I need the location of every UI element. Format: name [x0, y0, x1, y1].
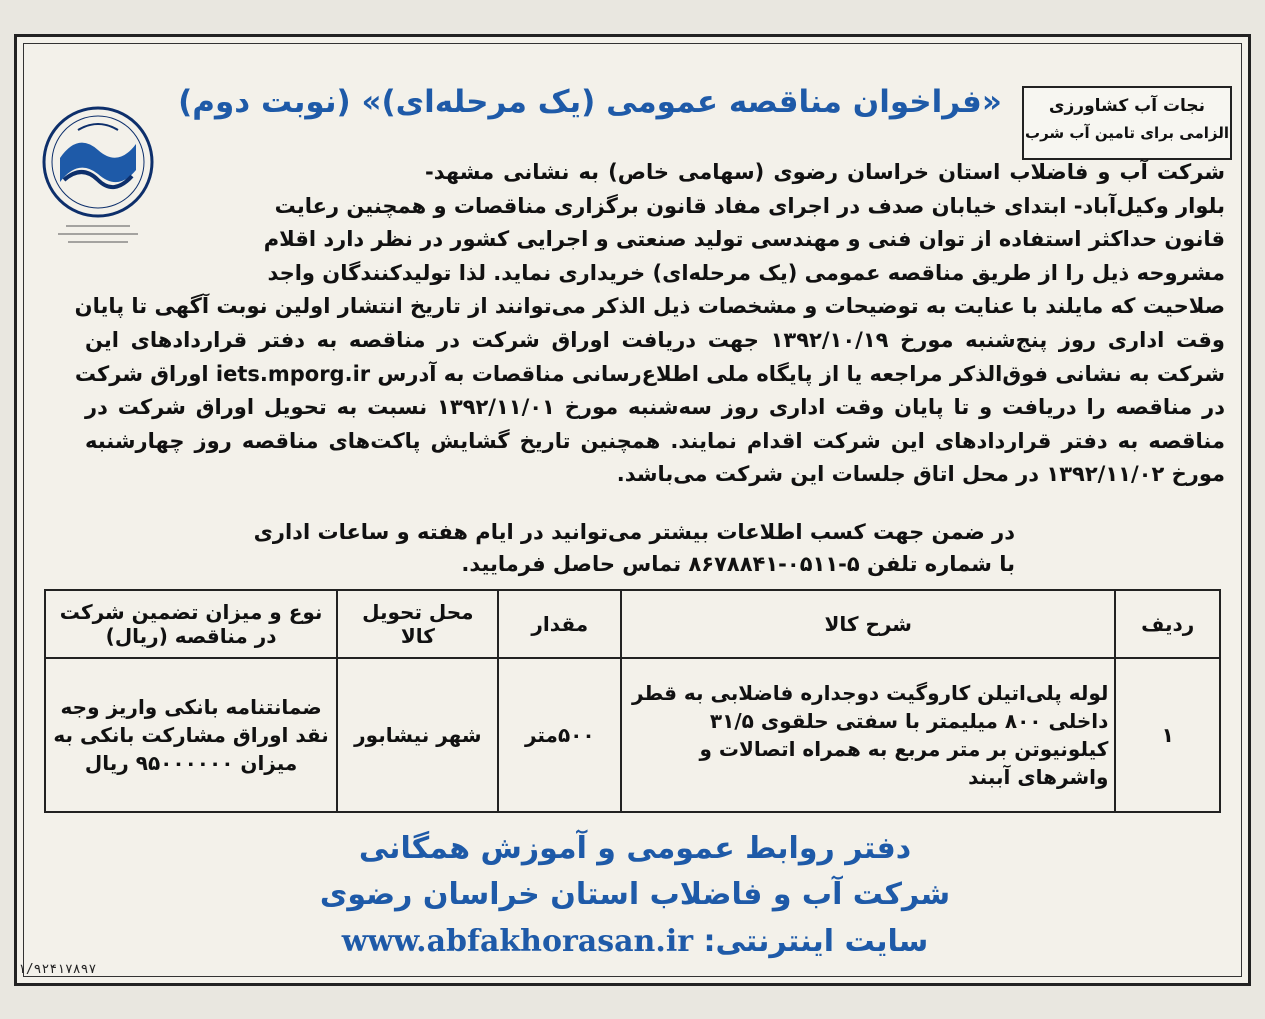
cell-delivery-place: شهر نیشابور — [337, 658, 498, 812]
footer — [200, 826, 1070, 966]
header-guarantee: نوع و میزان تضمین شرکت در مناقصه (ریال) — [45, 590, 337, 658]
header-quantity: مقدار — [498, 590, 621, 658]
header-description: شرح کالا — [621, 590, 1115, 658]
cell-guarantee: ضمانتنامه بانکی واریز وجه نقد اوراق مشارکت بانکی به میزان ۹۵۰۰۰۰۰۰ ریال — [45, 658, 337, 812]
slogan-line-1: نجات آب کشاورزی — [1048, 96, 1206, 116]
body-line: در مناقصه را دریافت و تا پایان وقت اداری روز سه‌شنبه مورخ ۱۳۹۲/۱۱/۰۱ نسبت به تحویل اوراق شرکت در — [85, 395, 1225, 420]
notice-title: «فراخوان مناقصه عمومی (یک مرحله‌ای)» (نوبت دوم) — [178, 84, 1002, 120]
cell-description: لوله پلی‌اتیلن کاروگیت دوجداره فاضلابی به قطر داخلی ۸۰۰ میلیمتر با سفتی حلقوی ۳۱/۵ کیلونیوتن بر متر مربع به همراه اتصالات و واشرهای آببند — [621, 658, 1115, 812]
body-line: بلوار وکیل‌آباد- ابتدای خیابان صدف در اجرای مفاد قانون برگزاری مناقصات و همچنین رعایت — [274, 193, 1225, 218]
footer-website — [200, 918, 1070, 966]
footer-company: شرکت آب و فاضلاب استان خراسان رضوی — [319, 877, 951, 912]
contact-line-2: با شماره تلفن ۵-۰۵۱۱-۸۶۷۸۸۴۱ تماس حاصل فرمایید. — [461, 552, 1015, 576]
body-line: مورخ ۱۳۹۲/۱۱/۰۲ در محل اتاق جلسات این شرکت می‌باشد. — [616, 462, 1225, 487]
body-line: مناقصه به دفتر قراردادهای این شرکت اقدام نمایند. همچنین تاریخ گشایش پاکت‌های مناقصه روز چهارشنبه — [85, 428, 1225, 453]
table-row — [45, 658, 1220, 812]
body-line: مشروحه ذیل را از طریق مناقصه عمومی (یک مرحله‌ای) خریداری نماید. لذا تولیدکنندگان واجد — [267, 260, 1225, 285]
body-line: شرکت آب و فاضلاب استان خراسان رضوی (سهامی خاص) به نشانی مشهد- — [425, 160, 1225, 184]
cell-row-number: ۱ — [1115, 658, 1220, 812]
notice-body — [74, 156, 1225, 492]
reference-code: ۱/۹۲۴۱۷۸۹۷ — [18, 962, 97, 977]
body-line: وقت اداری روز پنج‌شنبه مورخ ۱۳۹۲/۱۰/۱۹ جهت دریافت اوراق شرکت در مناقصه به دفتر قراردادهای این — [85, 327, 1225, 352]
website-link[interactable]: www.abfakhorasan.ir — [341, 924, 694, 959]
header-row-number: ردیف — [1115, 590, 1220, 658]
body-line: شرکت به نشانی فوق‌الذکر مراجعه یا از پایگاه ملی اطلاع‌رسانی مناقصات به آدرس iets.mporg.ir اوراق شرکت — [74, 361, 1225, 386]
footer-office: دفتر روابط عمومی و آموزش همگانی — [358, 831, 912, 866]
header-delivery-place: محل تحویل کالا — [337, 590, 498, 658]
website-label: سایت اینترنتی: — [703, 924, 929, 959]
body-line: قانون حداکثر استفاده از توان فنی و مهندسی تولید صنعتی و اجرایی کشور در نظر دارد اقلام — [263, 227, 1225, 252]
cell-quantity: ۵۰۰متر — [498, 658, 621, 812]
tender-items-table — [44, 589, 1221, 813]
table-header-row — [45, 590, 1220, 658]
slogan-box — [1022, 86, 1232, 160]
body-line: صلاحیت که مایلند با عنایت به توضیحات و مشخصات ذیل الذکر می‌توانند از تاریخ انتشار اولین نوبت آگهی تا پایان — [74, 294, 1225, 319]
slogan-line-2: الزامی برای تامین آب شرب — [1025, 124, 1229, 142]
contact-info — [254, 516, 1015, 580]
contact-line-1: در ضمن جهت کسب اطلاعات بیشتر می‌توانید در ایام هفته و ساعات اداری — [253, 520, 1015, 544]
